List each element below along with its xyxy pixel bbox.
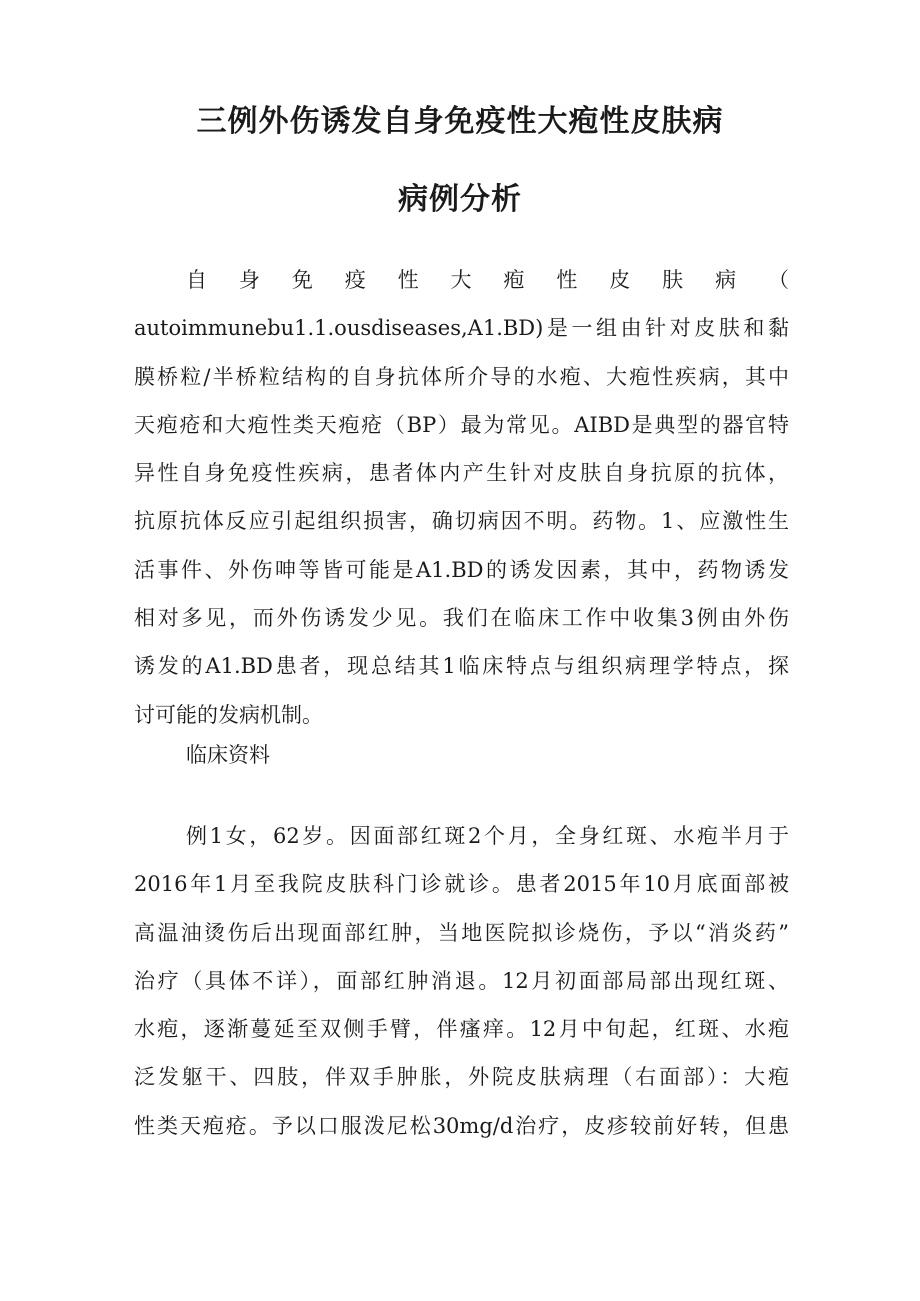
section-heading-text: 临床资料 xyxy=(186,743,270,767)
paragraph-line: 讨可能的发病机制。 xyxy=(134,702,323,727)
paragraph-line: 治疗（具体不详），面部红肿消退。12月初面部局部出现红斑、 xyxy=(134,968,789,993)
paragraph-line: 例1女，62岁。因面部红斑2个月，全身红斑、水疱半月于 xyxy=(186,824,789,848)
paragraph-line: 性类天疱疮。予以口服泼尼松30mg/d治疗，皮疹较前好转，但患 xyxy=(134,1113,789,1138)
paragraph-line: 膜桥粒/半桥粒结构的自身抗体所介导的水疱、大疱性疾病，其中 xyxy=(134,364,789,389)
paragraph-line: 活事件、外伤呻等皆可能是A1.BD的诱发因素，其中，药物诱发 xyxy=(134,557,789,582)
paragraph-line: 异性自身免疫性疾病，患者体内产生针对皮肤自身抗原的抗体， xyxy=(134,461,789,486)
paragraph-line: 自身免疫性大疱性皮肤病（ xyxy=(186,268,789,292)
paragraph-case-1 xyxy=(134,812,789,1150)
document-title-line-2: 病例分析 xyxy=(398,182,522,217)
paragraph-line: 诱发的A1.BD患者，现总结其1临床特点与组织病理学特点，探 xyxy=(134,654,789,679)
paragraph-line: 相对多见，而外伤诱发少见。我们在临床工作中收集3例由外伤 xyxy=(134,606,789,631)
paragraph-line: 抗原抗体反应引起组织损害，确切病因不明。药物。1、应激性生 xyxy=(134,509,789,534)
document-title-line-1: 三例外伤诱发自身免疫性大疱性皮肤病 xyxy=(196,104,724,139)
paragraph-line: 泛发躯干、四肢，伴双手肿胀，外院皮肤病理（右面部）：大疱 xyxy=(134,1065,789,1090)
paragraph-intro xyxy=(134,256,789,739)
paragraph-line: autoimmunebu1.1.ousdiseases,A1.BD)是一组由针对皮肤和黏 xyxy=(134,316,789,341)
paragraph-line: 2016年1月至我院皮肤科门诊就诊。患者2015年10月底面部被 xyxy=(134,872,789,897)
paragraph-line: 高温油烫伤后出现面部红肿，当地医院拟诊烧伤，予以“消炎药” xyxy=(134,920,789,945)
paragraph-line: 水疱，逐渐蔓延至双侧手臂，伴瘙痒。12月中旬起，红斑、水疱 xyxy=(134,1017,789,1042)
section-heading xyxy=(134,731,789,779)
paragraph-line: 天疱疮和大疱性类天疱疮（BP）最为常见。AIBD是典型的器官特 xyxy=(134,412,789,437)
